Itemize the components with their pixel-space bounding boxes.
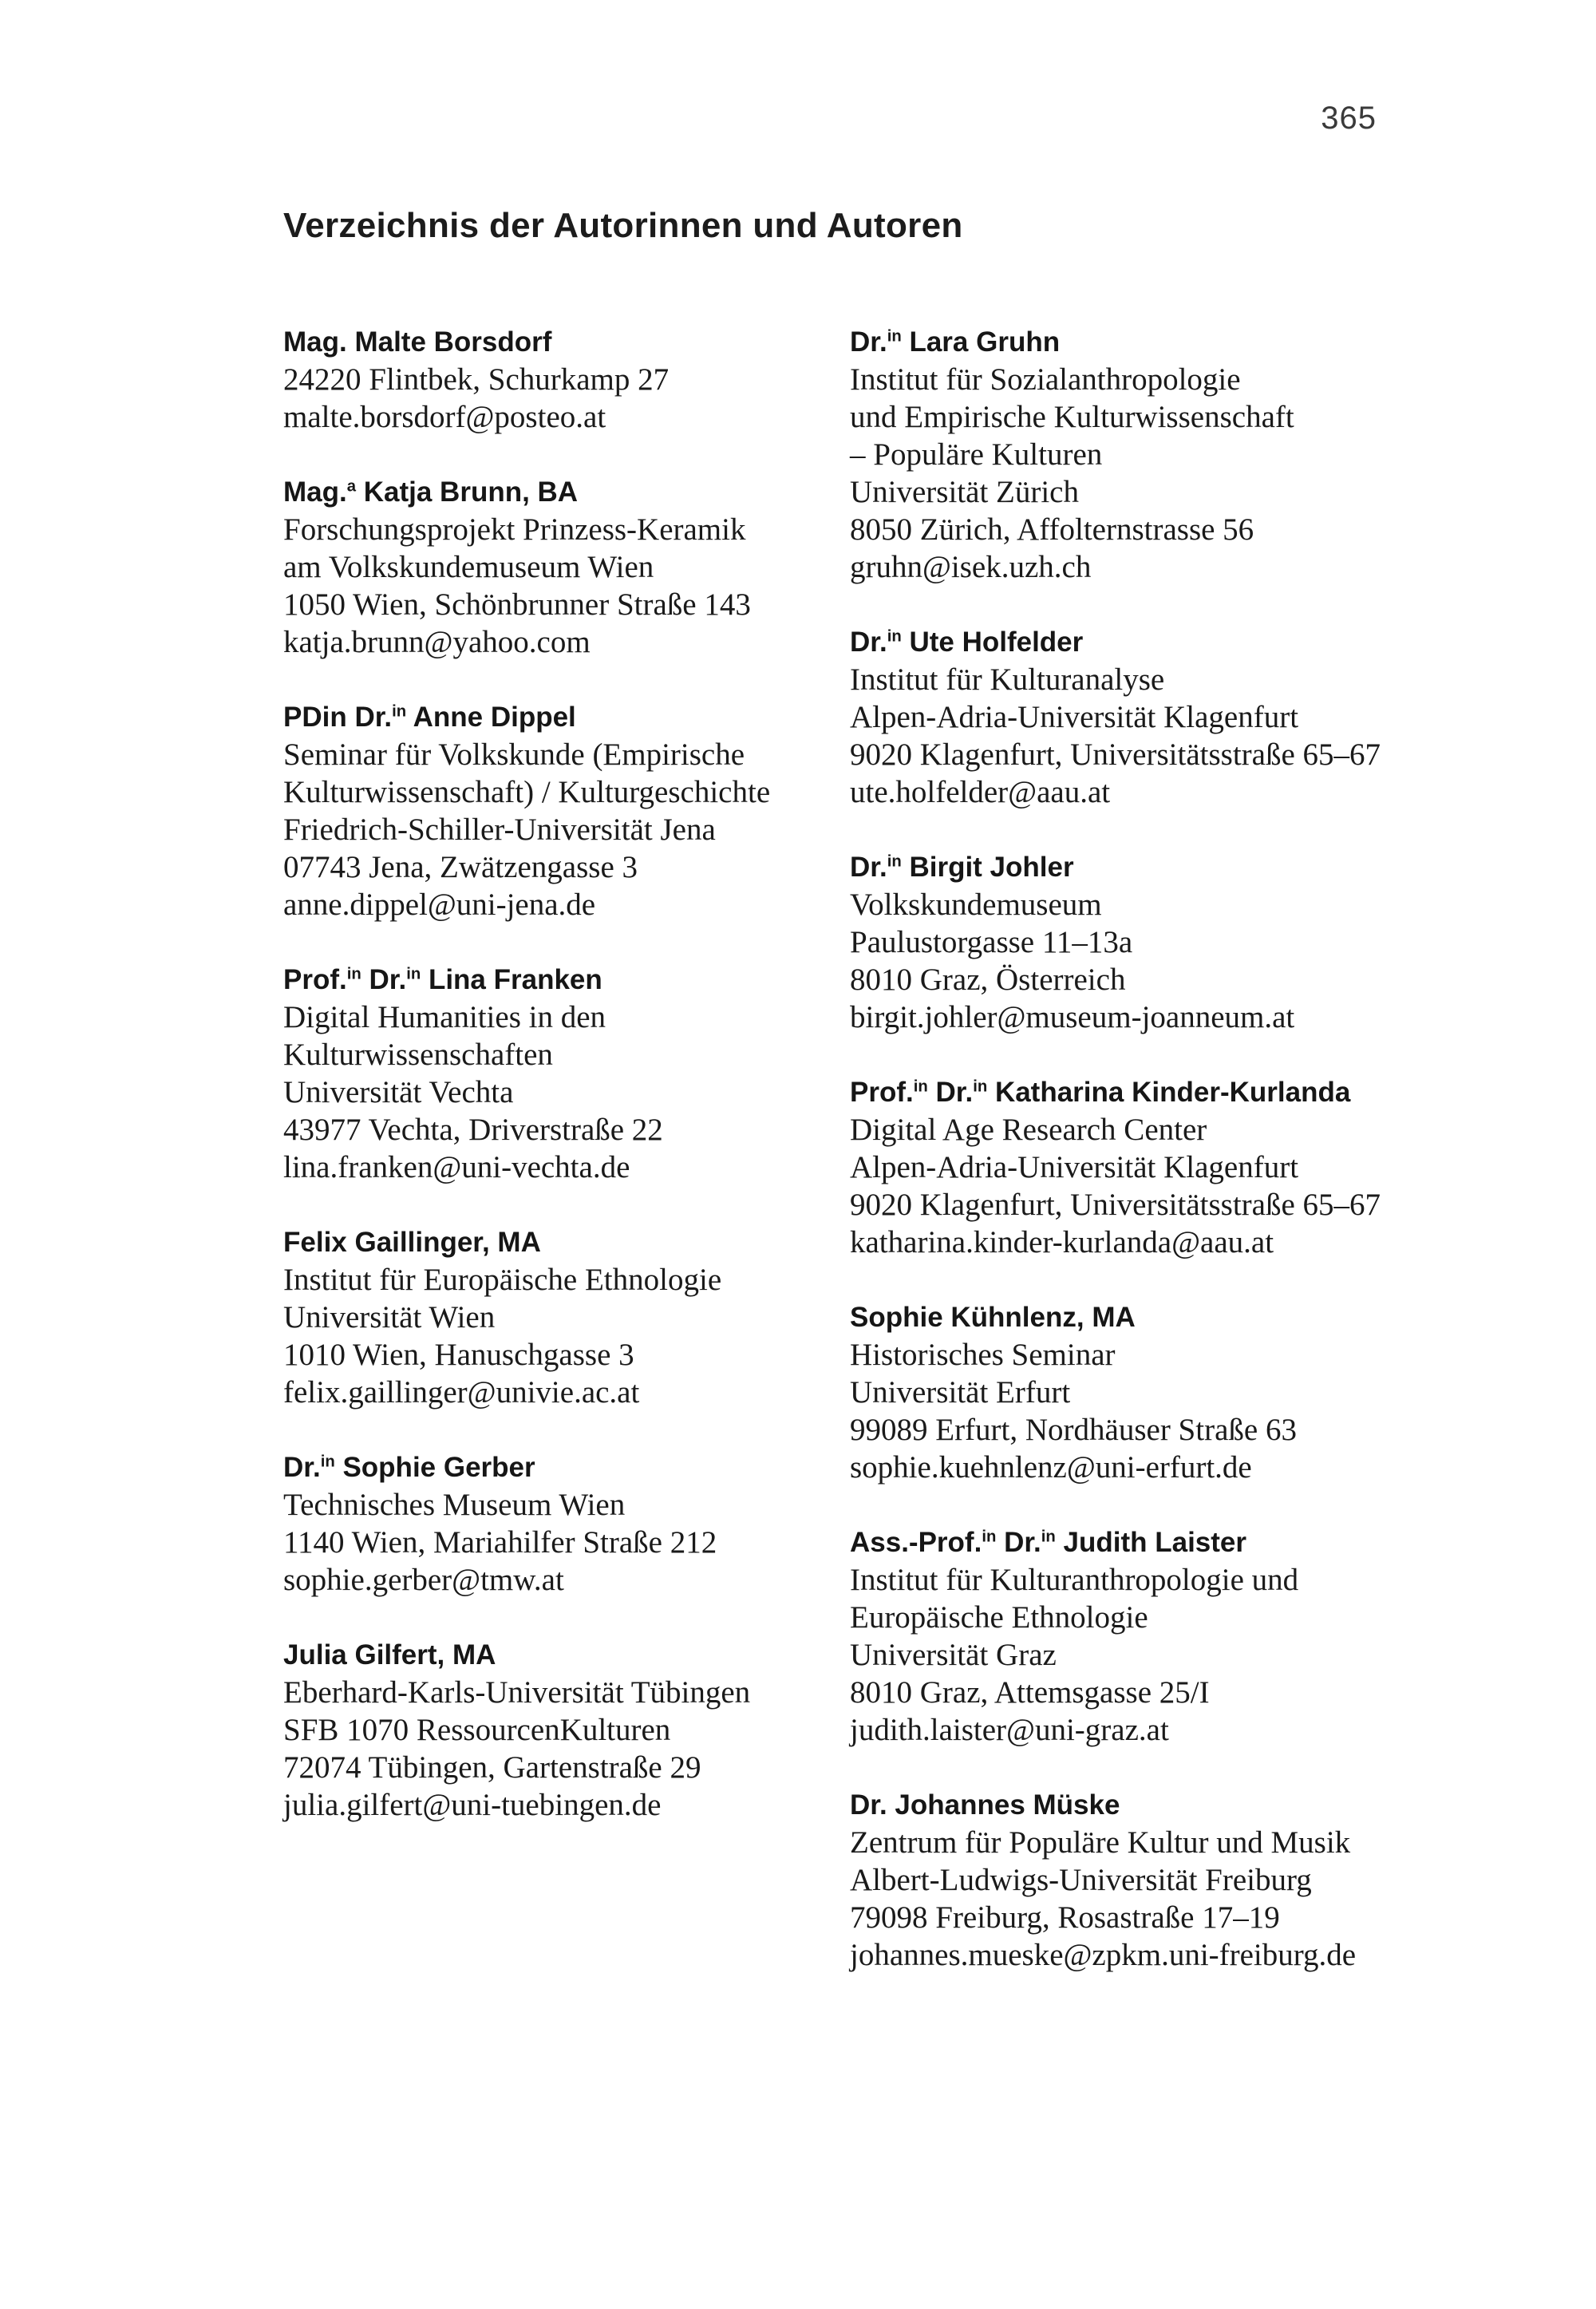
name-superscript: in <box>346 965 361 983</box>
name-superscript: in <box>973 1077 988 1096</box>
author-name: Dr.$^{in}$ Sophie Gerber <box>283 1452 535 1483</box>
name-superscript: in <box>887 852 902 871</box>
author-address-line: Eberhard-Karls-Universität Tübingen <box>283 1675 751 1710</box>
author-entry <box>850 623 1393 811</box>
author-name: Dr. Johannes Müske <box>850 1789 1120 1821</box>
author-address-line: 07743 Jena, Zwätzengasse 3 <box>283 850 638 884</box>
author-address-line: 1050 Wien, Schönbrunner Straße 143 <box>283 587 751 622</box>
page-title: Verzeichnis der Autorinnen und Autoren <box>283 206 963 246</box>
author-address-line: Institut für Europäische Ethnologie <box>283 1263 722 1297</box>
author-address-line: Universität Erfurt <box>850 1375 1071 1410</box>
author-address-line: 43977 Vechta, Driverstraße 22 <box>283 1113 663 1147</box>
author-entry <box>283 323 826 436</box>
author-address-line: Technisches Museum Wien <box>283 1488 626 1522</box>
author-address-line: Kulturwissenschaft) / Kulturgeschichte <box>283 775 771 809</box>
author-entry <box>850 1073 1393 1261</box>
author-entry <box>850 1524 1393 1749</box>
author-address-line: Universität Vechta <box>283 1075 514 1109</box>
author-name: Dr.$^{in}$ Ute Holfelder <box>850 627 1084 658</box>
author-address-line: SFB 1070 RessourcenKulturen <box>283 1713 671 1747</box>
name-superscript: in <box>406 965 421 983</box>
author-address-line: und Empirische Kulturwissenschaft <box>850 400 1294 434</box>
author-name: Prof.$^{in}$ Dr.$^{in}$ Katharina Kinder-Kurlanda <box>850 1077 1351 1108</box>
name-superscript: in <box>392 702 407 721</box>
author-entry <box>283 1224 826 1411</box>
author-entry <box>283 961 826 1186</box>
author-email-line: julia.gilfert@uni-tuebingen.de <box>283 1788 662 1822</box>
author-email-line: lina.franken@uni-vechta.de <box>283 1150 630 1184</box>
author-email-line: ute.holfelder@aau.at <box>850 775 1111 809</box>
author-name: PDin Dr.$^{in}$ Anne Dippel <box>283 702 576 733</box>
author-address-line: Kulturwissenschaften <box>283 1038 553 1072</box>
name-superscript: in <box>887 627 902 646</box>
author-address-line: 24220 Flintbek, Schurkamp 27 <box>283 362 670 397</box>
author-email-line: katharina.kinder-kurlanda@aau.at <box>850 1225 1274 1259</box>
author-entry <box>850 323 1393 586</box>
author-entry <box>283 473 826 661</box>
author-address-line: Forschungsprojekt Prinzess-Keramik <box>283 512 746 547</box>
author-name: Sophie Kühnlenz, MA <box>850 1302 1136 1333</box>
author-email-line: birgit.johler@museum-joanneum.at <box>850 1000 1295 1034</box>
author-address-line: Europäische Ethnologie <box>850 1600 1148 1635</box>
name-superscript: in <box>320 1453 335 1471</box>
author-email-line: gruhn@isek.uzh.ch <box>850 550 1092 584</box>
author-address-line: Friedrich-Schiller-Universität Jena <box>283 812 716 847</box>
name-superscript: a <box>346 477 357 496</box>
author-address-line: 1010 Wien, Hanuschgasse 3 <box>283 1338 634 1372</box>
author-address-line: 8010 Graz, Österreich <box>850 963 1126 997</box>
author-address-line: Digital Humanities in den <box>283 1000 606 1034</box>
author-address-line: Alpen-Adria-Universität Klagenfurt <box>850 1150 1299 1184</box>
author-address-line: Institut für Kulturanthropologie und <box>850 1563 1299 1597</box>
author-address-line: Digital Age Research Center <box>850 1113 1207 1147</box>
name-superscript: in <box>887 327 902 346</box>
author-address-line: Paulustorgasse 11–13a <box>850 925 1133 959</box>
name-superscript: in <box>982 1528 997 1546</box>
author-address-line: Universität Graz <box>850 1638 1057 1672</box>
author-address-line: Zentrum für Populäre Kultur und Musik <box>850 1825 1351 1860</box>
author-entry <box>850 1299 1393 1486</box>
author-address-line: 8010 Graz, Attemsgasse 25/I <box>850 1675 1210 1710</box>
author-entry <box>283 1636 826 1824</box>
authors-column-left <box>283 323 826 1861</box>
author-name: Ass.-Prof.$^{in}$ Dr.$^{in}$ Judith Laister <box>850 1527 1247 1558</box>
author-address-line: am Volkskundemuseum Wien <box>283 550 654 584</box>
author-name: Mag.$^a$ Katja Brunn, BA <box>283 476 579 508</box>
author-address-line: 99089 Erfurt, Nordhäuser Straße 63 <box>850 1413 1297 1447</box>
author-address-line: Seminar für Volkskunde (Empirische <box>283 737 745 772</box>
author-address-line: 9020 Klagenfurt, Universitätsstraße 65–67 <box>850 737 1381 772</box>
author-email-line: sophie.gerber@tmw.at <box>283 1563 564 1597</box>
author-address-line: Historisches Seminar <box>850 1338 1116 1372</box>
author-address-line: 79098 Freiburg, Rosastraße 17–19 <box>850 1900 1280 1935</box>
author-email-line: johannes.mueske@zpkm.uni-freiburg.de <box>850 1938 1357 1972</box>
author-address-line: 8050 Zürich, Affolternstrasse 56 <box>850 512 1254 547</box>
author-email-line: katja.brunn@yahoo.com <box>283 625 591 659</box>
author-address-line: Institut für Sozialanthropologie <box>850 362 1241 397</box>
author-name: Dr.$^{in}$ Lara Gruhn <box>850 326 1061 358</box>
name-superscript: in <box>913 1077 928 1096</box>
author-name: Dr.$^{in}$ Birgit Johler <box>850 852 1074 883</box>
author-entry <box>850 1786 1393 1974</box>
author-name: Prof.$^{in}$ Dr.$^{in}$ Lina Franken <box>283 964 602 995</box>
name-superscript: in <box>1041 1528 1056 1546</box>
author-address-line: Volkskundemuseum <box>850 888 1102 922</box>
author-email-line: judith.laister@uni-graz.at <box>850 1713 1169 1747</box>
author-address-line: Alpen-Adria-Universität Klagenfurt <box>850 700 1299 734</box>
author-address-line: Albert-Ludwigs-Universität Freiburg <box>850 1863 1312 1897</box>
author-entry <box>283 698 826 923</box>
author-entry <box>850 848 1393 1036</box>
author-email-line: anne.dippel@uni-jena.de <box>283 888 596 922</box>
author-address-line: Universität Wien <box>283 1300 496 1334</box>
author-entry <box>283 1449 826 1599</box>
authors-column-right <box>850 323 1393 2011</box>
author-email-line: malte.borsdorf@posteo.at <box>283 400 606 434</box>
page-number: 365 <box>1321 101 1377 136</box>
author-email-line: sophie.kuehnlenz@uni-erfurt.de <box>850 1450 1252 1485</box>
author-address-line: 1140 Wien, Mariahilfer Straße 212 <box>283 1525 717 1560</box>
author-address-line: 72074 Tübingen, Gartenstraße 29 <box>283 1750 701 1785</box>
author-address-line: Universität Zürich <box>850 475 1079 509</box>
author-name: Julia Gilfert, MA <box>283 1639 496 1670</box>
author-address-line: 9020 Klagenfurt, Universitätsstraße 65–67 <box>850 1188 1381 1222</box>
author-name: Mag. Malte Borsdorf <box>283 326 552 358</box>
author-email-line: felix.gaillinger@univie.ac.at <box>283 1375 640 1410</box>
author-address-line: – Populäre Kulturen <box>850 437 1103 472</box>
author-address-line: Institut für Kulturanalyse <box>850 662 1165 697</box>
author-name: Felix Gaillinger, MA <box>283 1227 541 1258</box>
